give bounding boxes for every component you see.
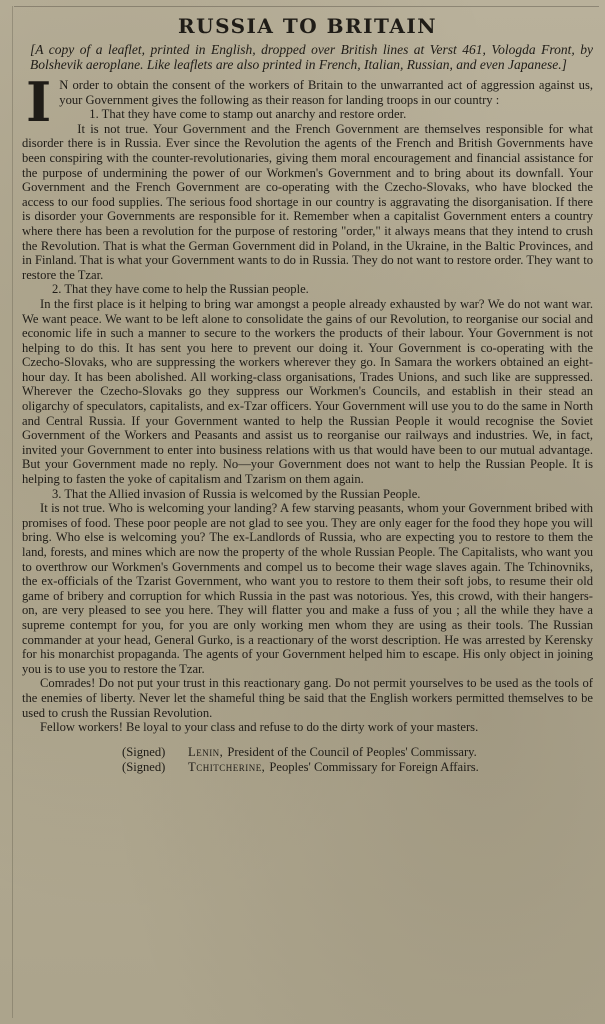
page-title: RUSSIA TO BRITAIN	[178, 14, 437, 38]
signature-row-tchitcherine	[22, 760, 593, 775]
paragraph-fellow-workers: Fellow workers! Be loyal to your class and refuse to do the dirty work of your masters.	[40, 720, 479, 735]
drop-cap: I	[26, 70, 52, 134]
signer-role: President of the Council of Peoples' Commissary.	[227, 744, 477, 759]
paragraph-comrades: Comrades! Do not put your trust in this reactionary gang. Do not permit yourselves to be used as the tools of the enemies of liberty. Never let the shameful thing be said that the English workers permitted themselves to be used to crush the Russian Revolution.	[22, 676, 593, 720]
signed-label: (Signed)	[122, 759, 166, 774]
point-1: 1. That they have come to stamp out anarchy and restore order.	[89, 107, 407, 122]
signer-name: Tchitcherine,	[188, 759, 266, 774]
page-border-top	[14, 6, 599, 7]
paragraph-1: It is not true. Your Government and the French Government are themselves responsible for what disorder there is in Russia. Ever since the Revolution the agents of the French and British Governments have been conspiring with the counter-revolutionaries, giving them moral encouragement and financial assistance for the purpose of undermining the power of our Workmen's Government and to bring about its downfall. Your Government and the French Government are co-operating with the Czecho-Slovaks, who have blocked the access to our food supplies. The serious food shortage in our country is aggravating the disorganisation. If there is disorder your Governments are responsible for it. Remember when a capitalist Government enters a country where there has been a revolution for the purpose of restoring "order," it always means that they intend to crush the Revolution. That is what the German Government did in Poland, in the Ukraine, in the Baltic Provinces, and in Finland. That is what your Government wants to do in Russia. They do not want to restore order. They want to restore the Tzar.	[22, 121, 593, 282]
signer-role: Peoples' Commissary for Foreign Affairs.	[269, 759, 479, 774]
signed-label: (Signed)	[122, 744, 166, 759]
paragraph-2: In the first place is it helping to bring war amongst a people already exhausted by war? We do not want war. We want peace. We want to be left alone to consolidate the gains of our Revolution, to reorganise our social and economic life in such a manner to secure to the workers the products of their labour. Your Government is not helping to do this. It has sent you here to prevent our doing it. Your Government is co-operating with the Czecho-Slovaks, who are suppressing the workers wherever they go. In Samara the workers obtained an eight-hour day. It has been abolished. All working-class organisations, Trades Unions, and such like are suppressed. Wherever the Czecho-Slovaks go they suppress our Workmen's Councils, and establish in their stead an oligarchy of speculators, capitalists, and ex-Tzar officers. Your Government will use you to do the same in North and Central Russia. If your Government wanted to help the Russian People it would recognise the Soviet Government of the Workers and Peasants and assist us to reorganise our railways and industries. We, in fact, invited your Government to enter into business relations with us that would have been to our mutual advantage. But your Government made no reply. No—your Government does not want to help the Russian People. It is helping to fasten the yoke of capitalism and Tzarism on them again.	[22, 296, 593, 487]
paragraph-3: It is not true. Who is welcoming your landing? A few starving peasants, whom your Government bribed with promises of food. These poor people are not glad to see you. They are only eager for the food they hope you will bring. Who else is welcoming you? The ex-Landlords of Russia, who are expecting you to restore to them the land, forests, and mines which are now the property of the whole Russian People. The Capitalists, who want you to overthrow our Workmen's Governments and compel us to become their wage slaves again. The Tchinovniks, the ex-officials of the Tzarist Government, who want you to restore to them their soft jobs, to resume their old game of bribery and corruption for which Russia in the past was notorious. Yes, this crowd, with their hangers-on, are very pleased to see you here. They will flatter you and make a fuss of you ; all the while they have a supreme contempt for you, for you are only working men whom they are using as their tools. The Russian commander at your head, General Gurko, is a reactionary of the worst description. He was arrested by Kerensky for his monarchist propaganda. The agents of your Government helped him to escape. His only object in joining you is to use you to restore the Tzar.	[22, 501, 593, 676]
subtitle-note: [A copy of a leaflet, printed in English, dropped over British lines at Verst 461, Vologda Front, by Bolshevik aeroplane. Like leaflets are also printed in French, Italian, Russian, and even Japanese.]	[30, 42, 593, 72]
signature-row-lenin	[22, 745, 593, 760]
signer-name: Lenin,	[188, 744, 224, 759]
page-border-left	[12, 6, 13, 1018]
article-body	[22, 70, 593, 735]
intro-text: N order to obtain the consent of the workers of Britain to the unwarranted act of aggression against us, your Government gives the following as their reason for landing troops in our country :	[59, 78, 593, 107]
point-2: 2. That they have come to help the Russian people.	[52, 282, 309, 297]
point-3: 3. That the Allied invasion of Russia is welcomed by the Russian People.	[52, 486, 421, 501]
signatures	[22, 745, 593, 775]
